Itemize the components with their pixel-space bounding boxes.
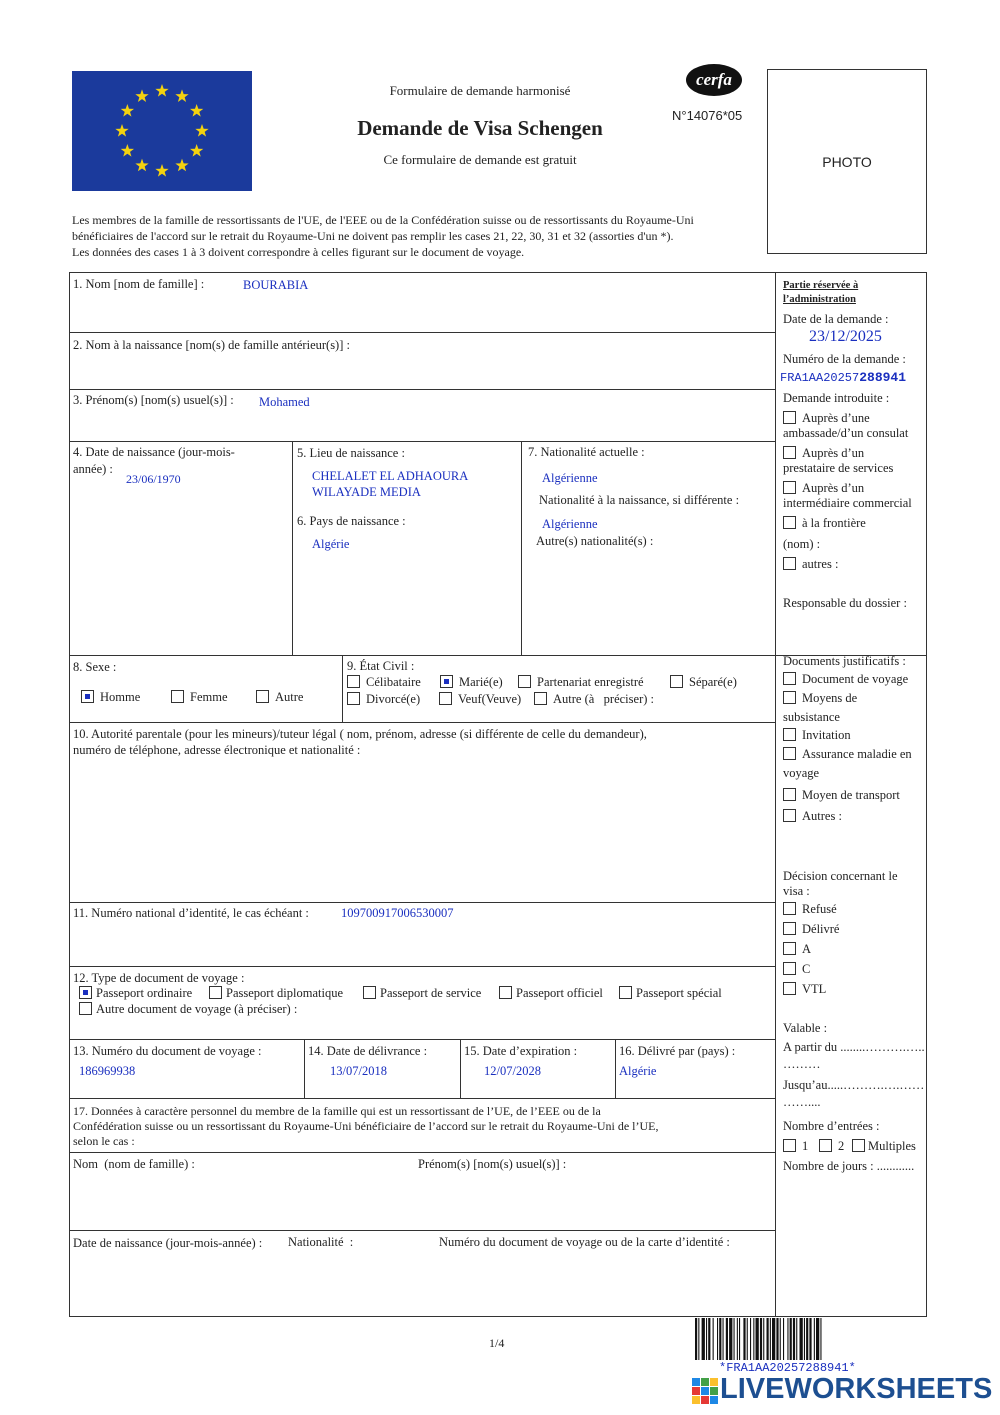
eu-star-icon [135, 89, 148, 102]
field-15-label: 15. Date d’expiration : [464, 1044, 578, 1058]
field-3-label: 3. Prénom(s) [nom(s) usuel(s)] : [73, 393, 234, 407]
barcode-bar [706, 1318, 707, 1360]
field-7-birth-nationality-label: Nationalité à la naissance, si différente : [539, 493, 740, 507]
barcode-bar [747, 1318, 748, 1360]
checkbox-visa-vtl[interactable] [783, 982, 796, 995]
admin-intro-prestataire[interactable]: Auprès d’un [783, 446, 864, 461]
checkbox-service[interactable] [363, 986, 376, 999]
barcode-bar [804, 1318, 805, 1360]
barcode-bar [702, 1318, 705, 1360]
sex-option-femme[interactable]: Femme [171, 690, 228, 705]
civil-option-autre[interactable]: Autre (à préciser) : [534, 692, 654, 707]
field-17-dob-label: Date de naissance (jour-mois-année) : [73, 1236, 263, 1250]
eu-star-icon [135, 159, 148, 172]
barcode-bar [772, 1318, 775, 1360]
admin-docs-assurance[interactable]: Assurance maladie en [783, 747, 912, 762]
field-6-birth-country-input[interactable]: Algérie [312, 537, 350, 551]
field-13-label: 13. Numéro du document de voyage : [73, 1044, 262, 1058]
barcode-bar [806, 1318, 808, 1360]
checkbox-marie[interactable] [440, 675, 453, 688]
intro-line-1: Les membres de la famille de ressortissants de l'UE, de l'EEE ou de la Confédération suisse ou de ressortissants du Royaume-Uni [72, 213, 694, 227]
admin-divider [775, 272, 776, 1317]
barcode-bar [760, 1318, 762, 1360]
doc-type-autre[interactable]: Autre document de voyage (à préciser) : [79, 1002, 297, 1017]
field-17-prenom-label: Prénom(s) [nom(s) usuel(s)] : [418, 1157, 567, 1171]
eu-star-icon [190, 144, 203, 157]
checkbox-visa-a[interactable] [783, 942, 796, 955]
barcode-bar [734, 1318, 735, 1360]
doc-type-diplomatique[interactable]: Passeport diplomatique [209, 986, 343, 1001]
checkbox-special[interactable] [619, 986, 632, 999]
checkbox-celibataire[interactable] [347, 675, 360, 688]
intro-line-3: Les données des cases 1 à 3 doivent correspondre à celles figurant sur le document de voyage. [72, 245, 525, 259]
admin-docs-voyage[interactable]: Document de voyage [783, 672, 908, 687]
checkbox-docs-voyage[interactable] [783, 672, 796, 685]
barcode-bar [739, 1318, 740, 1360]
admin-decision-c[interactable]: C [783, 962, 810, 977]
eu-star-icon [155, 164, 168, 177]
field-10-guardian-input[interactable] [73, 762, 769, 896]
cerfa-logo: cerfa [686, 64, 742, 96]
checkbox-veuf[interactable] [439, 692, 452, 705]
barcode-bar [776, 1318, 778, 1360]
admin-intro-intermediaire[interactable]: Auprès d’un [783, 481, 864, 496]
checkbox-entries-1[interactable] [783, 1139, 796, 1152]
checkbox-refuse[interactable] [783, 902, 796, 915]
checkbox-visa-c[interactable] [783, 962, 796, 975]
field-10-label-2: numéro de téléphone, adresse électronique et nationalité : [73, 743, 361, 757]
admin-valid-from: A partir du ........……….….. [783, 1040, 925, 1054]
barcode-bar [814, 1318, 815, 1360]
checkbox-civil-autre[interactable] [534, 692, 547, 705]
liveworksheets-brand: LIVEWORKSHEETS [720, 1373, 993, 1405]
sex-option-homme[interactable]: Homme [81, 690, 140, 705]
admin-date-label: Date de la demande : [783, 312, 889, 326]
field-7-birth-nationality-input[interactable]: Algérienne [542, 517, 598, 531]
checkbox-officiel[interactable] [499, 986, 512, 999]
admin-title-2: l’administration [783, 294, 856, 305]
barcode-bar [750, 1318, 751, 1360]
field-14-issue-date-input[interactable]: 13/07/2018 [330, 1064, 387, 1078]
admin-valid-until-2: …….... [783, 1095, 821, 1109]
doc-type-service[interactable]: Passeport de service [363, 986, 481, 1001]
field-10-label: 10. Autorité parentale (pour les mineurs)/tuteur légal ( nom, prénom, adresse (si différente de celle du demandeur), [73, 727, 647, 741]
field-5-birthplace-input-2[interactable]: WILAYADE MEDIA [312, 485, 421, 499]
field-9-label: 9. État Civil : [347, 659, 415, 673]
intro-line-2: bénéficiaires de l'accord sur le retrait du Royaume-Uni ne doivent pas remplir les cases 21, 22, 30, 31 et 32 (assorties d'un *). [72, 229, 674, 243]
admin-docs-label: Documents justificatifs : [783, 654, 906, 668]
admin-decision-label: Décision concernant le [783, 869, 898, 883]
field-2-label: 2. Nom à la naissance [nom(s) de famille antérieur(s)] : [73, 338, 350, 352]
eu-star-icon [121, 104, 134, 117]
checkbox-frontiere[interactable] [783, 516, 796, 529]
checkbox-docs-transport[interactable] [783, 788, 796, 801]
checkbox-homme[interactable] [81, 690, 94, 703]
checkbox-intermediaire[interactable] [783, 481, 796, 494]
photo-label: PHOTO [822, 154, 872, 170]
barcode-bar [698, 1318, 699, 1360]
free-note: Ce formulaire de demande est gratuit [383, 152, 577, 167]
barcode-bar [796, 1318, 797, 1360]
admin-docs-transport[interactable]: Moyen de transport [783, 788, 900, 803]
civil-option-partenariat[interactable]: Partenariat enregistré [518, 675, 644, 690]
form-title: Demande de Visa Schengen [357, 116, 603, 140]
field-5-birthplace-input-1[interactable]: CHELALET EL ADHAOURA [312, 469, 469, 483]
field-4-birthdate-input[interactable]: 23/06/1970 [126, 472, 181, 486]
barcode-bar [729, 1318, 732, 1360]
admin-intro-autres[interactable]: autres : [783, 557, 838, 572]
field-17-nom-label: Nom (nom de famille) : [73, 1157, 195, 1171]
field-17-label: 17. Données à caractère personnel du membre de la famille qui est un ressortissant de l’UE, de l’EEE ou de la [73, 1104, 601, 1118]
checkbox-diplomatique[interactable] [209, 986, 222, 999]
admin-intro-ambassade-2: ambassade/d’un consulat [783, 426, 909, 440]
admin-nom-label: (nom) : [783, 537, 821, 551]
field-16-issuer-country-input[interactable]: Algérie [619, 1064, 657, 1078]
barcode [695, 1318, 885, 1360]
eu-flag-logo [72, 71, 252, 191]
admin-number-value[interactable]: FRA1AA20257288941 [780, 370, 907, 385]
field-17-doc-label: Numéro du document de voyage ou de la carte d’identité : [439, 1235, 730, 1249]
checkbox-prestataire[interactable] [783, 446, 796, 459]
eu-stars-icon [72, 71, 252, 191]
barcode-bar [737, 1318, 738, 1360]
checkbox-docs-moyens[interactable] [783, 691, 796, 704]
barcode-bar [708, 1318, 710, 1360]
barcode-bar [695, 1318, 697, 1360]
liveworksheets-logo-icon [692, 1378, 718, 1404]
admin-intro-ambassade[interactable]: Auprès d’une [783, 411, 870, 426]
field-7-nationality-input[interactable]: Algérienne [542, 471, 598, 485]
field-8-label: 8. Sexe : [73, 660, 117, 674]
admin-decision-refuse[interactable]: Refusé [783, 902, 837, 917]
eu-star-icon [190, 104, 203, 117]
field-11-national-id-input[interactable]: 109700917006530007 [341, 906, 454, 920]
barcode-bar [756, 1318, 759, 1360]
field-17-label-3: selon le cas : [73, 1134, 135, 1148]
checkbox-femme[interactable] [171, 690, 184, 703]
barcode-bar [719, 1318, 721, 1360]
field-4-label: 4. Date de naissance (jour-mois- [73, 445, 235, 459]
admin-entries-1[interactable]: 1 [783, 1139, 808, 1154]
barcode-bar [753, 1318, 754, 1360]
field-11-label: 11. Numéro national d’identité, le cas échéant : [73, 906, 309, 920]
checkbox-delivre[interactable] [783, 922, 796, 935]
doc-type-ordinaire[interactable]: Passeport ordinaire [79, 986, 192, 1001]
field-4-label-2: année) : [73, 462, 113, 476]
admin-entries-label: Nombre d’entrées : [783, 1119, 880, 1133]
checkbox-partenariat[interactable] [518, 675, 531, 688]
checkbox-entries-multiples[interactable] [852, 1139, 865, 1152]
sex-option-autre[interactable]: Autre [256, 690, 303, 705]
admin-entries-2[interactable]: 2 [819, 1139, 844, 1154]
field-17-label-2: Confédération suisse ou un ressortissant du Royaume-Uni bénéficiaire de l’accord sur le retrait du Royaume-Uni de l’UE, [73, 1119, 659, 1133]
field-12-label: 12. Type de document de voyage : [73, 971, 245, 985]
admin-valable-label: Valable : [783, 1021, 828, 1035]
barcode-bar [809, 1318, 811, 1360]
barcode-bar [717, 1318, 718, 1360]
eu-star-icon [195, 124, 208, 137]
checkbox-entries-2[interactable] [819, 1139, 832, 1152]
page-number: 1/4 [489, 1336, 505, 1350]
field-7-label: 7. Nationalité actuelle : [528, 445, 645, 459]
field-16-label: 16. Délivré par (pays) : [619, 1044, 736, 1058]
barcode-bar [793, 1318, 795, 1360]
civil-option-veuf[interactable]: Veuf(Veuve) [439, 692, 521, 707]
civil-option-marie[interactable]: Marié(e) [440, 675, 503, 690]
barcode-bar [783, 1318, 784, 1360]
field-3-firstname-input[interactable]: Mohamed [259, 395, 310, 409]
barcode-bar [713, 1318, 714, 1360]
admin-valid-from-2: ……… [783, 1057, 821, 1071]
admin-decision-a[interactable]: A [783, 942, 811, 957]
admin-date-value[interactable]: 23/12/2025 [809, 328, 882, 345]
barcode-icon [695, 1318, 885, 1360]
doc-type-special[interactable]: Passeport spécial [619, 986, 722, 1001]
checkbox-doc-autre[interactable] [79, 1002, 92, 1015]
field-13-doc-number-input[interactable]: 186969938 [79, 1064, 136, 1078]
checkbox-divorce[interactable] [347, 692, 360, 705]
eu-star-icon [155, 84, 168, 97]
field-7-other-nationality-label: Autre(s) nationalité(s) : [536, 534, 654, 548]
admin-number-label: Numéro de la demande : [783, 352, 906, 366]
barcode-bar [787, 1318, 788, 1360]
barcode-bar [780, 1318, 781, 1360]
admin-title: Partie réservée à [783, 280, 859, 291]
checkbox-intro-autres[interactable] [783, 557, 796, 570]
admin-docs-invitation[interactable]: Invitation [783, 728, 851, 743]
civil-option-divorce[interactable]: Divorcé(e) [347, 692, 420, 707]
admin-entries-multiples[interactable]: Multiples [852, 1139, 916, 1154]
civil-option-celibataire[interactable]: Célibataire [347, 675, 421, 690]
eu-star-icon [115, 124, 128, 137]
barcode-bar [820, 1318, 821, 1360]
field-17-nationality-label: Nationalité : [288, 1235, 354, 1249]
barcode-text: *FRA1AA20257288941* [719, 1361, 856, 1375]
admin-decision-label-2: visa : [783, 884, 810, 898]
barcode-bar [763, 1318, 764, 1360]
checkbox-docs-autres[interactable] [783, 809, 796, 822]
checkbox-ordinaire[interactable] [79, 986, 92, 999]
admin-intro-intermediaire-2: intermédiaire commercial [783, 496, 912, 510]
barcode-bar [790, 1318, 792, 1360]
admin-docs-assurance-2: voyage [783, 766, 820, 780]
barcode-bar [816, 1318, 819, 1360]
admin-docs-moyens-2: subsistance [783, 710, 840, 724]
field-5-label: 5. Lieu de naissance : [297, 446, 405, 460]
eu-star-icon [175, 159, 188, 172]
field-1-label: 1. Nom [nom de famille] : [73, 277, 205, 291]
admin-intro-frontiere[interactable]: à la frontière [783, 516, 866, 531]
admin-decision-delivre[interactable]: Délivré [783, 922, 839, 937]
admin-decision-vtl[interactable]: VTL [783, 982, 826, 997]
admin-intro-prestataire-2: prestataire de services [783, 461, 894, 475]
field-6-label: 6. Pays de naissance : [297, 514, 406, 528]
checkbox-docs-invitation[interactable] [783, 728, 796, 741]
field-14-label: 14. Date de délivrance : [308, 1044, 428, 1058]
admin-docs-autres[interactable]: Autres : [783, 809, 842, 824]
barcode-bar [770, 1318, 771, 1360]
checkbox-docs-assurance[interactable] [783, 747, 796, 760]
field-15-expiry-date-input[interactable]: 12/07/2028 [484, 1064, 541, 1078]
field-2-birth-name-input[interactable] [380, 337, 760, 355]
doc-type-officiel[interactable]: Passeport officiel [499, 986, 603, 1001]
admin-docs-moyens[interactable]: Moyens de [783, 691, 857, 706]
barcode-bar [723, 1318, 724, 1360]
admin-introduced-label: Demande introduite : [783, 391, 890, 405]
admin-valid-until: Jusqu’au.....……….….…… [783, 1078, 925, 1092]
admin-responsable-label: Responsable du dossier : [783, 596, 907, 610]
barcode-bar [767, 1318, 769, 1360]
checkbox-separe[interactable] [670, 675, 683, 688]
admin-days-label: Nombre de jours : ............ [783, 1159, 915, 1173]
barcode-bar [800, 1318, 803, 1360]
cerfa-number: N°14076*05 [672, 108, 743, 123]
eu-star-icon [121, 144, 134, 157]
field-1-surname-input[interactable]: BOURABIA [243, 278, 309, 292]
civil-option-separe[interactable]: Séparé(e) [670, 675, 737, 690]
form-subtitle: Formulaire de demande harmonisé [389, 83, 571, 98]
barcode-bar [743, 1318, 745, 1360]
eu-star-icon [175, 89, 188, 102]
barcode-bar [726, 1318, 728, 1360]
checkbox-ambassade[interactable] [783, 411, 796, 424]
checkbox-autre[interactable] [256, 690, 269, 703]
